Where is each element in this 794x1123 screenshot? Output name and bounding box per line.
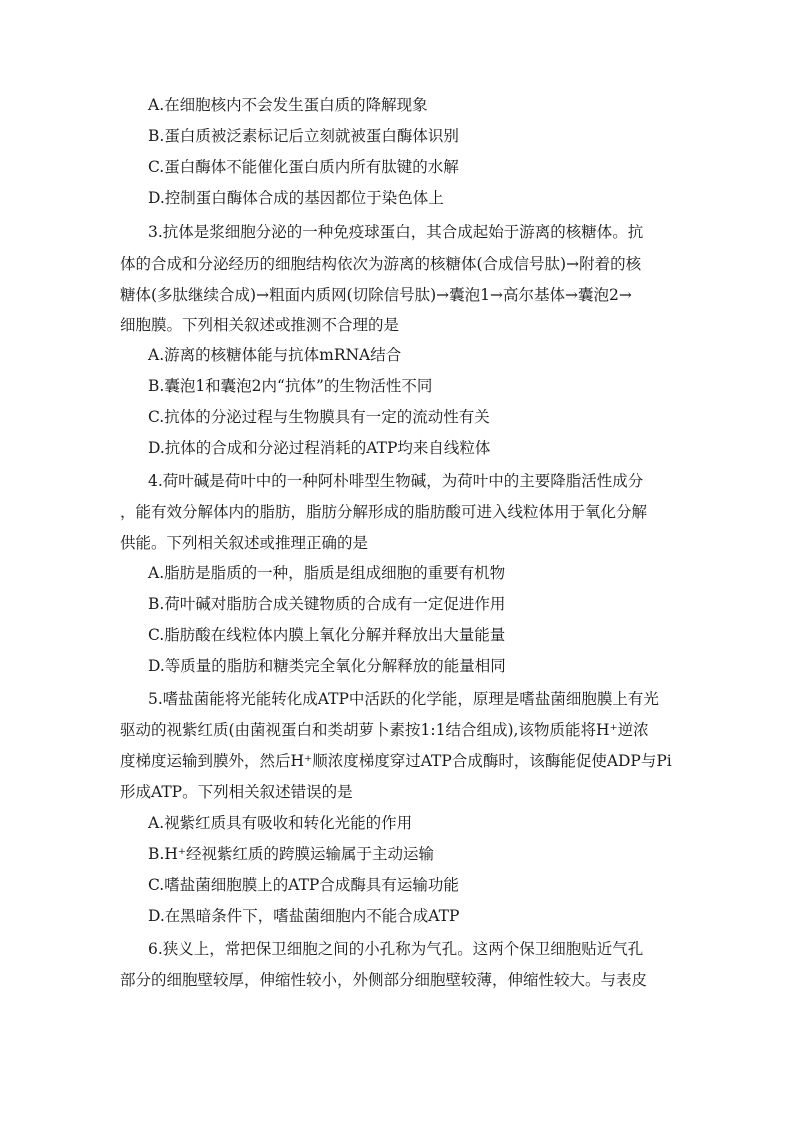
q3-stem-line-1: 3.抗体是浆细胞分泌的一种免疫球蛋白，其合成起始于游离的核糖体。抗	[148, 223, 644, 241]
q4-stem-line-2: ，能有效分解体内的脂肪，脂肪分解形成的脂肪酸可进入线粒体用于氧化分解	[120, 503, 648, 521]
q2-option-a: A.在细胞核内不会发生蛋白质的降解现象	[148, 96, 428, 114]
q5-stem-line-3: 度梯度运输到膜外，然后H⁺顺浓度梯度穿过ATP合成酶时，该酶能促使ADP与Pi	[120, 752, 672, 770]
q3-option-d: D.抗体的合成和分泌过程消耗的ATP均来自线粒体	[148, 439, 491, 457]
q5-option-b: B.H⁺经视紫红质的跨膜运输属于主动运输	[148, 845, 435, 863]
q4-option-d: D.等质量的脂肪和糖类完全氧化分解释放的能量相同	[148, 657, 506, 675]
q4-stem-line-1: 4.荷叶碱是荷叶中的一种阿朴啡型生物碱，为荷叶中的主要降脂活性成分	[148, 472, 644, 490]
q2-option-c: C.蛋白酶体不能催化蛋白质内所有肽键的水解	[148, 158, 459, 176]
q5-option-c: C.嗜盐菌细胞膜上的ATP合成酶具有运输功能	[148, 876, 459, 894]
q4-stem-line-3: 供能。下列相关叙述或推理正确的是	[120, 534, 369, 552]
q4-option-b: B.荷叶碱对脂肪合成关键物质的合成有一定促进作用	[148, 595, 506, 613]
q3-stem-line-3: 糖体(多肽继续合成)→粗面内质网(切除信号肽)→囊泡1→高尔基体→囊泡2→	[120, 286, 632, 304]
q2-option-d: D.控制蛋白酶体合成的基因都位于染色体上	[148, 189, 444, 207]
q5-option-a: A.视紫红质具有吸收和转化光能的作用	[148, 814, 413, 832]
q3-option-b: B.囊泡1和囊泡2内“抗体”的生物活性不同	[148, 377, 433, 395]
q5-option-d: D.在黑暗条件下，嗜盐菌细胞内不能合成ATP	[148, 907, 460, 925]
q5-stem-line-1: 5.嗜盐菌能将光能转化成ATP中活跃的化学能，原理是嗜盐菌细胞膜上有光	[148, 690, 659, 708]
q3-stem-line-2: 体的合成和分泌经历的细胞结构依次为游离的核糖体(合成信号肽)→附着的核	[120, 255, 642, 273]
q6-stem-line-1: 6.狭义上，常把保卫细胞之间的小孔称为气孔。这两个保卫细胞贴近气孔	[148, 940, 644, 958]
q6-stem-line-2: 部分的细胞壁较厚，伸缩性较小，外侧部分细胞壁较薄，伸缩性较大。与表皮	[120, 971, 648, 989]
q5-stem-line-2: 驱动的视紫红质(由菌视蛋白和类胡萝卜素按1:1结合组成),该物质能将H⁺逆浓	[120, 721, 649, 739]
q2-option-b: B.蛋白质被泛素标记后立刻就被蛋白酶体识别	[148, 127, 459, 145]
q3-option-c: C.抗体的分泌过程与生物膜具有一定的流动性有关	[148, 408, 490, 426]
q5-stem-line-4: 形成ATP。下列相关叙述错误的是	[120, 783, 353, 801]
q3-option-a: A.游离的核糖体能与抗体mRNA结合	[148, 346, 402, 364]
q3-stem-line-4: 细胞膜。下列相关叙述或推测不合理的是	[120, 316, 400, 334]
q4-option-c: C.脂肪酸在线粒体内膜上氧化分解并释放出大量能量	[148, 626, 506, 644]
q4-option-a: A.脂肪是脂质的一种，脂质是组成细胞的重要有机物	[148, 564, 506, 582]
